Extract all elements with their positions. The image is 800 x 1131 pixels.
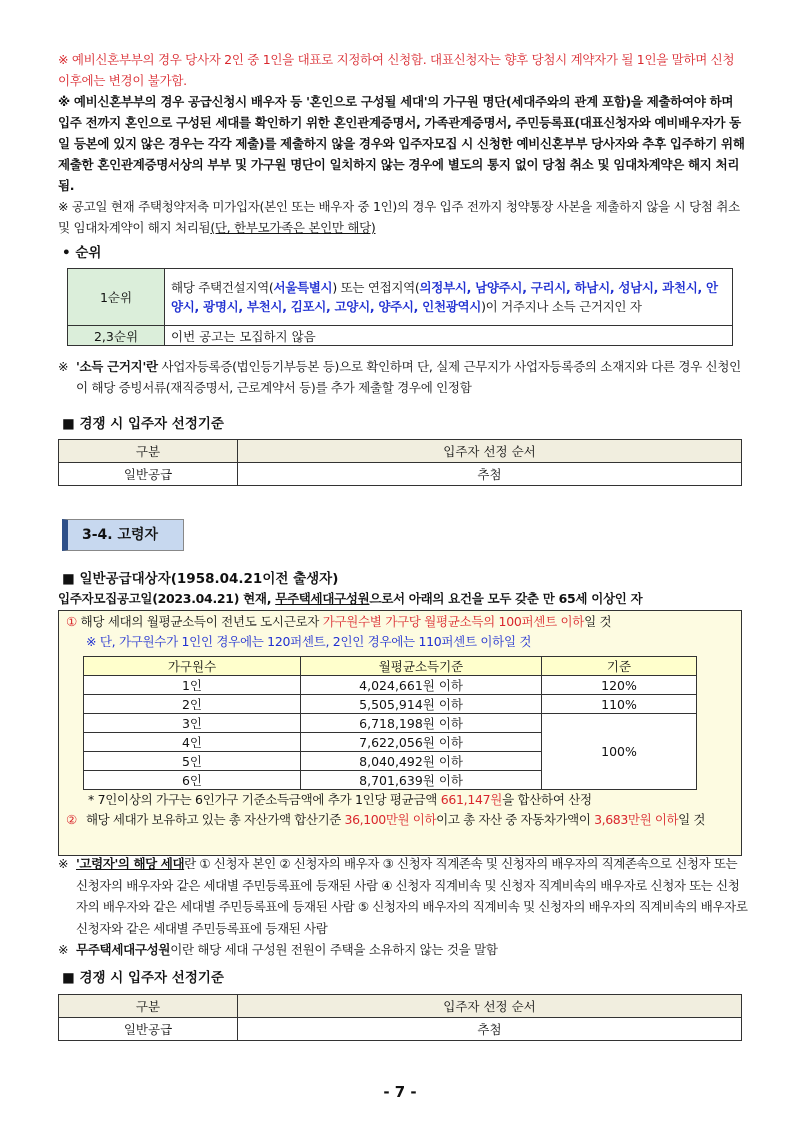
note-body: 란 ① 신청자 본인 ② 신청자의 배우자 ③ 신청자 직계존속 및 신청자의 배우자의 직계존속으로 신청자 또는 신청자의 배우자와 같은 세대별 주민등록표에 등재된 사람 ④ 신청자 직계비속 및 신청자 직계비속의 배우자로 신청자 또는 신청자의 배우자와 같은 세대별 주민등록표에 등재된 사람 ⑤ 신청자의 배우자의 직계비속 및 신청자의 배우자의 직계비속의 배우자로 신청자와 같은 세대별 주민등록표에 등재된 사람 bbox=[76, 856, 748, 936]
header-income: 월평균소득기준 bbox=[301, 657, 542, 676]
table-row bbox=[68, 326, 733, 346]
table-row bbox=[84, 676, 697, 695]
condition-number: ① bbox=[66, 614, 77, 629]
condition-text: 일 것 bbox=[584, 614, 612, 629]
rank-table bbox=[67, 268, 733, 346]
note-body: 사업자등록증(법인등기부등본 등)으로 확인하며 단, 실제 근무지가 사업자등록증의 소재지와 다른 경우 신청인이 해당 증빙서류(재직증명서, 근로계약서 등)를 추가 제출할 경우에 인정함 bbox=[76, 359, 741, 395]
table-row bbox=[84, 695, 697, 714]
eligibility-intro bbox=[58, 589, 758, 607]
rank1-text: )이 거주지나 소득 근거지인 자 bbox=[481, 299, 642, 314]
cell-members: 3인 bbox=[84, 714, 301, 733]
rank1-text: 해당 주택건설지역( bbox=[171, 280, 274, 295]
condition-text-part: 해당 세대가 보유하고 있는 총 자산가액 합산기준 bbox=[86, 812, 345, 827]
cell-amount: 6,718,198원 이하 bbox=[301, 714, 542, 733]
intro-text: 입주자모집공고일(2023.04.21) 현재, bbox=[58, 591, 276, 606]
note-homeless-member bbox=[58, 939, 748, 960]
note-elderly-household bbox=[58, 853, 748, 939]
cell-standard: 100% bbox=[542, 714, 697, 790]
footnote-highlight: 661,147원 bbox=[440, 792, 503, 807]
cell-amount: 4,024,661원 이하 bbox=[301, 676, 542, 695]
note-text: ※ 공고일 현재 주택청약저축 미가입자(본인 또는 배우자 중 1인)의 경우 입주 전까지 청약통장 사본을 제출하지 않을 시 당첨 취소 및 임대차계약이 해지 처리됨 bbox=[58, 199, 740, 235]
selection-criteria-table bbox=[58, 994, 742, 1041]
cell-members: 5인 bbox=[84, 752, 301, 771]
rank1-label: 1순위 bbox=[68, 269, 165, 326]
condition-highlight: 3,683만원 이하 bbox=[594, 812, 679, 827]
table-header-row bbox=[84, 657, 697, 676]
rank1-description bbox=[165, 269, 733, 326]
note-subscription-account bbox=[58, 196, 748, 238]
condition-highlight: 가구원수별 가구당 월평균소득의 100퍼센트 이하 bbox=[322, 614, 585, 629]
row-order: 추첨 bbox=[238, 1018, 742, 1041]
condition-highlight: 36,100만원 이하 bbox=[344, 812, 437, 827]
note-mark: ※ bbox=[58, 359, 69, 374]
note-text bbox=[58, 939, 748, 960]
note-representative-applicant bbox=[58, 49, 748, 91]
cell-amount: 7,622,056원 이하 bbox=[301, 733, 542, 752]
condition-text-part: 일 것 bbox=[678, 812, 706, 827]
header-category: 구분 bbox=[59, 995, 238, 1018]
note-household-documents bbox=[58, 91, 748, 196]
note-underlined-text: (단, 한부모가족은 본인만 해당) bbox=[210, 220, 376, 235]
note-bold-term: '소득 근거지'란 bbox=[76, 359, 158, 374]
cell-members: 6인 bbox=[84, 771, 301, 790]
cell-amount: 8,701,639원 이하 bbox=[301, 771, 542, 790]
cell-standard: 120% bbox=[542, 676, 697, 695]
cell-members: 1인 bbox=[84, 676, 301, 695]
intro-text: 으로서 아래의 요건을 모두 갖춘 만 65세 이상인 자 bbox=[369, 591, 643, 606]
note-mark: ※ bbox=[58, 856, 69, 871]
condition-1-subnote: ※ 단, 가구원수가 1인인 경우에는 120퍼센트, 2인인 경우에는 110퍼센트 이하일 것 bbox=[86, 634, 532, 649]
note-bold-term: '고령자'의 해당 세대 bbox=[76, 856, 185, 871]
table-row bbox=[84, 714, 697, 733]
condition-2 bbox=[66, 810, 738, 830]
criteria-title: ■ 경쟁 시 입주자 선정기준 bbox=[62, 416, 224, 432]
rank1-city: 서울특별시 bbox=[273, 280, 333, 295]
rank-section-title: • 순위 bbox=[62, 245, 102, 261]
condition-1 bbox=[66, 612, 736, 632]
rank23-description: 이번 공고는 모집하지 않음 bbox=[165, 326, 733, 346]
header-category: 구분 bbox=[59, 440, 238, 463]
table-header-row bbox=[59, 440, 742, 463]
row-order: 추첨 bbox=[238, 463, 742, 486]
header-members: 가구원수 bbox=[84, 657, 301, 676]
row-category: 일반공급 bbox=[59, 1018, 238, 1041]
criteria-title: ■ 경쟁 시 입주자 선정기준 bbox=[62, 970, 224, 986]
section-label-elderly: 3-4. 고령자 bbox=[62, 519, 184, 551]
page-number: - 7 - bbox=[383, 1083, 417, 1101]
rank1-text: ) 또는 연접지역( bbox=[332, 280, 420, 295]
cell-amount: 5,505,914원 이하 bbox=[301, 695, 542, 714]
income-footnote bbox=[88, 790, 738, 808]
note-text: ※ 예비신혼부부의 경우 공급신청시 배우자 등 '혼인으로 구성될 세대'의 가구원 명단(세대주와의 관계 포함)을 제출하여야 하며 입주 전까지 혼인으로 구성된 세대를 확인하기 위한 혼인관계증명서, 가족관계증명서, 주민등록표(대표신청자와 예비배우자가 동일 등본에 있지 않은 경우는 각각 제출)를 제출하지 않을 경우와 입주자모집 시 신청한 예비신혼부부 당사자와 추후 입주하기 위해 제출한 혼인관계증명서상의 부부 및 가구원 명단이 일치하지 않는 경우에 별도의 통지 없이 당첨 취소 및 임대차계약은 해지 처리됨. bbox=[58, 94, 745, 193]
table-row bbox=[68, 269, 733, 326]
header-standard: 기준 bbox=[542, 657, 697, 676]
table-row bbox=[59, 1018, 742, 1041]
condition-text bbox=[66, 810, 738, 830]
target-title: ■ 일반공급대상자(1958.04.21이전 출생자) bbox=[62, 571, 339, 587]
cell-members: 2인 bbox=[84, 695, 301, 714]
note-text bbox=[58, 853, 748, 939]
intro-underlined: 무주택세대구성원 bbox=[275, 591, 370, 606]
header-order: 입주자 선정 순서 bbox=[238, 995, 742, 1018]
header-order: 입주자 선정 순서 bbox=[238, 440, 742, 463]
note-mark: ※ bbox=[58, 942, 69, 957]
note-income-base bbox=[58, 356, 748, 398]
footnote-text: * 7인이상의 가구는 6인가구 기준소득금액에 추가 1인당 평균금액 bbox=[88, 792, 441, 807]
cell-amount: 8,040,492원 이하 bbox=[301, 752, 542, 771]
note-body: 이란 해당 세대 구성원 전원이 주택을 소유하지 않는 것을 말함 bbox=[170, 942, 498, 957]
cell-members: 4인 bbox=[84, 733, 301, 752]
cell-standard: 110% bbox=[542, 695, 697, 714]
table-header-row bbox=[59, 995, 742, 1018]
rank1-adjacent-areas: 의정부시, 남양주시, 구리시, 하남시, 성남시, 과천시, 안양시, 광명시, 부천시, 김포시, 고양시, 양주시, 인천광역시 bbox=[171, 280, 718, 314]
rank23-label: 2,3순위 bbox=[68, 326, 165, 346]
note-text: ※ 예비신혼부부의 경우 당사자 2인 중 1인을 대표로 지정하여 신청함. 대표신청자는 향후 당첨시 계약자가 될 1인을 말하며 신청 이후에는 변경이 불가함. bbox=[58, 52, 735, 88]
note-bold-term: 무주택세대구성원 bbox=[76, 942, 171, 957]
income-table bbox=[83, 656, 697, 790]
condition-text: 해당 세대의 월평균소득이 전년도 도시근로자 bbox=[80, 614, 323, 629]
note-text bbox=[58, 356, 748, 398]
selection-criteria-table bbox=[58, 439, 742, 486]
table-row bbox=[59, 463, 742, 486]
row-category: 일반공급 bbox=[59, 463, 238, 486]
condition-text-part: 이고 총 자산 중 자동차가액이 bbox=[436, 812, 595, 827]
condition-number: ② bbox=[66, 812, 77, 827]
footnote-text: 을 합산하여 산정 bbox=[502, 792, 592, 807]
